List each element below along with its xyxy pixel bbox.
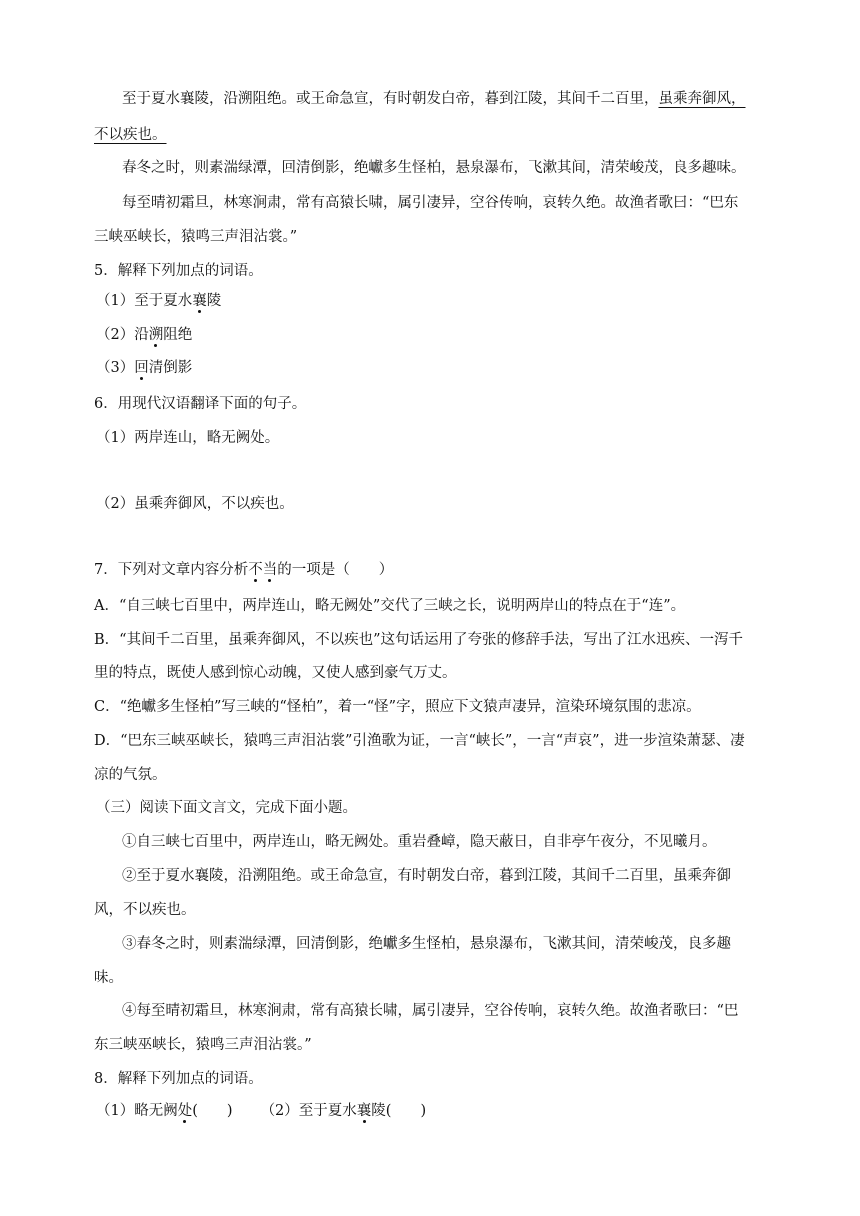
option-b-line-2: 里的特点，既使人感到惊心动魄，又使人感到豪气万丈。	[94, 665, 457, 681]
underlined-text: 不以疾也。	[94, 127, 167, 143]
dotted-character: 溯	[148, 327, 164, 343]
passage-text: 至于夏水襄陵，沿溯阻绝。或王命急宣，有时朝发白帝，暮到江陵，其间千二百里，	[122, 91, 659, 107]
item-text: （3）	[96, 360, 135, 376]
item-text: （1）略无阙	[96, 1103, 178, 1119]
question-5-item-3	[96, 358, 192, 378]
question-7-title	[94, 560, 393, 580]
item-text: 陵	[206, 293, 222, 309]
option-d-line-2: 凉的气氛。	[94, 767, 167, 783]
section-3-paragraph-2-line-1: ②至于夏水襄陵，沿溯阻绝。或王命急宣，有时朝发白帝，暮到江陵，其间千二百里，虽乘奔御	[122, 868, 731, 884]
section-3-paragraph-2-line-2: 风，不以疾也。	[94, 902, 196, 918]
answer-blank: 陵( )	[371, 1103, 427, 1119]
question-5-item-2	[96, 325, 192, 345]
section-3-paragraph-3-line-1: ③春冬之时，则素湍绿潭，回清倒影，绝巘多生怪柏，悬泉瀑布，飞漱其间，清荣峻茂，良多趣	[122, 936, 731, 952]
dotted-character: 不	[248, 562, 263, 578]
title-text: 的一项是（ ）	[277, 562, 394, 578]
item-text: 阻绝	[163, 327, 193, 343]
question-6-title: 6．用现代汉语翻译下面的句子。	[94, 396, 307, 412]
section-3-paragraph-4-line-1: ④每至晴初霜旦，林寒涧肃，常有高猿长啸，属引凄异，空谷传响，哀转久绝。故渔者歌曰：“巴	[122, 1003, 739, 1019]
option-c: C．“绝巘多生怪柏”写三峡的“怪柏”，着一“怪”字，照应下文猿声凄异，渲染环境氛围的悲凉。	[94, 699, 701, 715]
item-text: （2）沿	[96, 327, 149, 343]
question-6-item-2: （2）虽乘奔御风，不以疾也。	[96, 496, 294, 512]
question-8-title: 8．解释下列加点的词语。	[94, 1071, 263, 1087]
question-6-item-1: （1）两岸连山，略无阙处。	[96, 430, 280, 446]
title-text: 7．下列对文章内容分析	[94, 562, 249, 578]
option-d-line-1: D．“巴东三峡巫峡长，猿鸣三声泪沾裳”引渔歌为证，一言“峡长”，一言“声哀”，进一步渲染萧瑟、凄	[94, 733, 745, 749]
section-3-paragraph-3-line-2: 味。	[94, 970, 123, 986]
dotted-character: 襄	[356, 1103, 372, 1119]
section-3-paragraph-4-line-2: 东三峡巫峡长，猿鸣三声泪沾裳。”	[94, 1037, 312, 1053]
passage-paragraph-3: 春冬之时，则素湍绿潭，回清倒影，绝巘多生怪柏，悬泉瀑布，飞漱其间，清荣峻茂，良多趣味。	[122, 160, 746, 176]
dotted-character: 襄	[192, 293, 207, 309]
passage-paragraph-2-line-2	[94, 125, 167, 145]
section-3-paragraph-1: ①自三峡七百里中，两岸连山，略无阙处。重岩叠嶂，隐天蔽日，自非亭午夜分，不见曦月。	[122, 834, 717, 850]
passage-paragraph-4-line-1: 每至晴初霜旦，林寒涧肃，常有高猿长啸，属引凄异，空谷传响，哀转久绝。故渔者歌曰：“巴东	[122, 195, 739, 211]
dotted-character: 当	[262, 562, 278, 578]
question-8-items	[96, 1101, 426, 1121]
question-5-title: 5．解释下列加点的词语。	[94, 263, 263, 279]
passage-paragraph-4-line-2: 三峡巫峡长，猿鸣三声泪沾裳。”	[94, 229, 298, 245]
item-text: 清倒影	[148, 360, 193, 376]
passage-paragraph-2-line-1	[122, 89, 746, 109]
underlined-text: 虽乘奔御风，	[658, 91, 746, 107]
item-text: （1）至于夏水	[96, 293, 193, 309]
section-3-title: （三）阅读下面文言文，完成下面小题。	[96, 800, 357, 816]
item-text: （2）至于夏水	[260, 1103, 357, 1119]
option-b-line-1: B．“其间千二百里，虽乘奔御风，不以疾也”这句话运用了夸张的修辞手法，写出了江水迅疾、一泻千	[94, 632, 743, 648]
question-5-item-1	[96, 291, 221, 311]
dotted-character: 回	[134, 360, 149, 376]
option-a: A．“自三峡七百里中，两岸连山，略无阙处”交代了三峡之长，说明两岸山的特点在于“连”。	[94, 598, 686, 614]
answer-blank: ( )	[192, 1103, 233, 1119]
dotted-character: 处	[177, 1103, 193, 1119]
